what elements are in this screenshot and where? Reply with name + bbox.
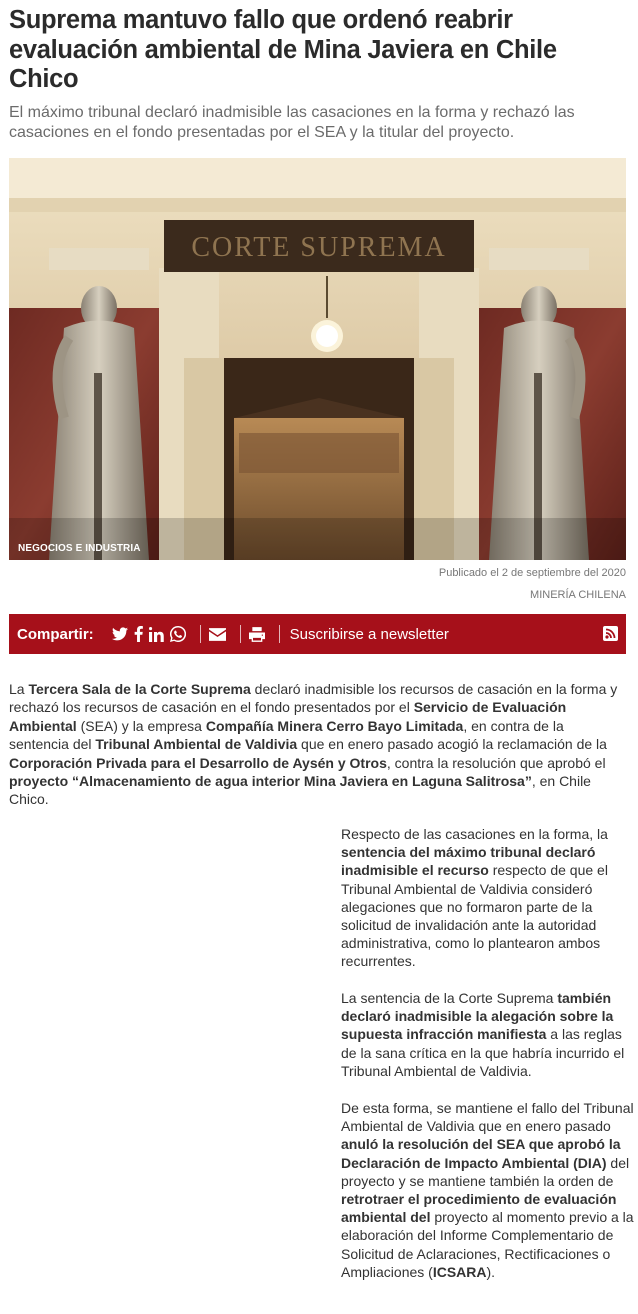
article-subtitle: El máximo tribunal declaró inadmisible las casaciones en la forma y rechazó las casaciones en el fondo presentadas por el SEA y la titular del proyecto. — [9, 103, 575, 141]
share-bar — [9, 614, 626, 654]
bold-text: sentencia del máximo tribunal declaró inadmisible el recurso — [341, 844, 596, 879]
body-text: Respecto de las casaciones en la forma, la — [341, 826, 608, 842]
bold-text: proyecto “Almacenamiento de agua interior Mina Javiera en Laguna Salitrosa” — [9, 773, 532, 790]
body-text: , en contra de la sentencia del — [9, 717, 564, 753]
bold-text: retrotraer el procedimiento de evaluación ambiental del — [341, 1191, 617, 1226]
linkedin-icon[interactable] — [149, 614, 164, 654]
bold-text: Servicio de Evaluación Ambiental — [9, 699, 567, 734]
article-photo — [9, 158, 626, 560]
corte-suprema-image — [9, 158, 626, 560]
body-paragraph-fallo — [341, 1099, 638, 1281]
facebook-icon[interactable] — [134, 614, 143, 654]
body-text: La — [9, 681, 29, 697]
body-paragraph-casaciones — [341, 825, 638, 971]
body-text: ). — [486, 1263, 496, 1280]
share-divider — [279, 625, 280, 643]
bold-text: Corporación Privada para el Desarrollo de Aysén y Otros — [9, 754, 387, 771]
bold-text: Tercera Sala de la Corte Suprema — [28, 681, 251, 697]
body-text: , contra la resolución que aprobó el — [386, 754, 606, 771]
share-divider — [240, 625, 241, 643]
body-text: De esta forma, se mantiene el fallo del Tribunal Ambiental de Valdivia que en enero pasado — [341, 1100, 634, 1135]
whatsapp-icon[interactable] — [170, 614, 186, 654]
sign-text: CORTE SUPREMA — [191, 232, 447, 263]
share-label: Compartir: — [17, 625, 94, 643]
newsletter-link[interactable]: Suscribirse a newsletter — [289, 625, 449, 643]
twitter-icon[interactable] — [112, 614, 128, 654]
body-text: (SEA) y la empresa — [76, 717, 206, 734]
bold-text: anuló la resolución del SEA que aprobó la Declaración de Impacto Ambiental (DIA) — [341, 1136, 621, 1171]
bold-text: ICSARA — [432, 1263, 487, 1280]
body-text: , en Chile Chico. — [9, 773, 591, 808]
category-badge[interactable]: NEGOCIOS E INDUSTRIA — [18, 543, 141, 554]
body-text: a las reglas de la sana crítica en la que habría incurrido el Tribunal Ambiental de Valdivia. — [341, 1026, 625, 1079]
email-icon[interactable] — [209, 614, 226, 654]
body-text: declaró inadmisible los recursos de casación en la forma y rechazó los recursos de casación en el fondo presentados por el — [9, 681, 618, 716]
article-title: Suprema mantuvo fallo que ordenó reabrir evaluación ambiental de Mina Javiera en Chile Chico — [9, 6, 557, 93]
bold-text: también declaró inadmisible la alegación sobre la supuesta infracción manifiesta — [341, 990, 614, 1043]
body-paragraph-alegacion — [341, 989, 638, 1080]
bold-text: Tribunal Ambiental de Valdivia — [95, 736, 298, 753]
body-text: respecto de que el Tribunal Ambiental de Valdivia consideró alegaciones que no formaron parte de la solicitud de invalidación ante la autoridad administrativa, como lo plantearon ambos recurrentes. — [341, 862, 608, 970]
body-text: La sentencia de la Corte Suprema — [341, 990, 558, 1006]
article-source: MINERÍA CHILENA — [530, 589, 626, 601]
article — [9, 0, 634, 1280]
print-icon[interactable] — [249, 614, 265, 654]
published-date: Publicado el 2 de septiembre del 2020 — [438, 567, 626, 579]
share-divider — [200, 625, 201, 643]
rss-icon[interactable] — [603, 626, 618, 641]
body-text: del proyecto y se mantiene también la orden de — [341, 1154, 630, 1189]
bold-text: Compañía Minera Cerro Bayo Limitada — [205, 717, 464, 734]
body-paragraph-intro — [9, 680, 626, 809]
body-text: que en enero pasado acogió la reclamación de la — [297, 736, 607, 753]
body-text: proyecto al momento previo a la elaboración del Informe Complementario de Solicitud de Aclaraciones, Rectificaciones o Ampliaciones ( — [341, 1209, 634, 1280]
